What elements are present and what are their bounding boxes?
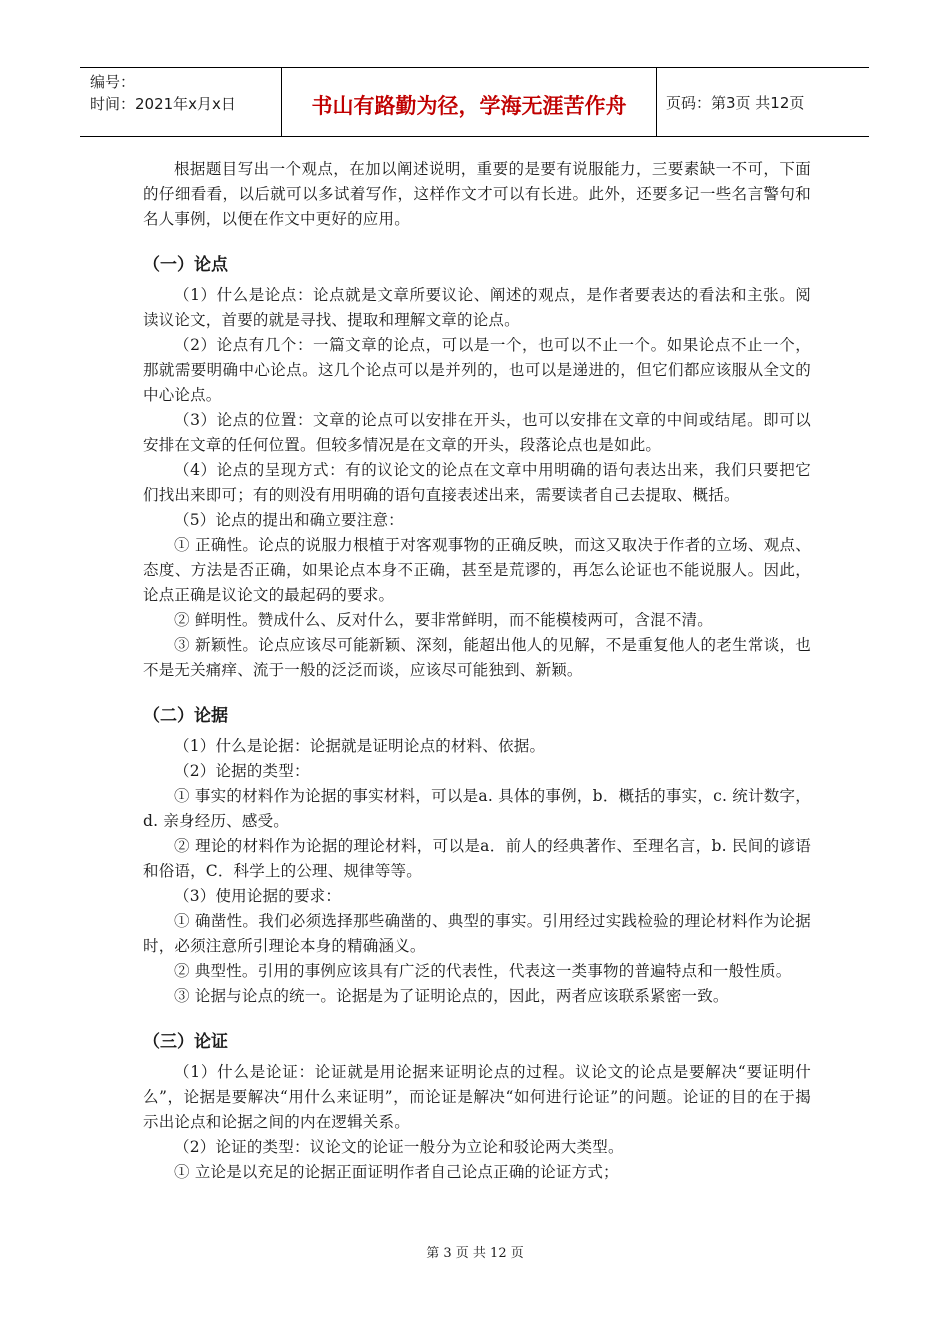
paragraph: （2）论据的类型： xyxy=(174,762,310,780)
paragraph: （1）什么是论据：论据就是证明论点的材料、依据。 xyxy=(174,737,546,755)
paragraph: （3）论点的位置：文章的论点可以安排在开头，也可以安排在文章的中间或结尾。即可以安排在文章的任何位置。但较多情况是在文章的开头，段落论点也是如此。 xyxy=(143,411,811,454)
header-page-info: 页码：第3页 共12页 xyxy=(666,93,805,112)
paragraph: ② 理论的材料作为论据的理论材料，可以是a．前人的经典著作、至理名言，b. 民间的谚语和俗语，C．科学上的公理、规律等等。 xyxy=(143,837,811,880)
section-evidence xyxy=(143,703,811,1009)
section-title: （二）论据 xyxy=(143,706,228,726)
paragraph: ① 正确性。论点的说服力根植于对客观事物的正确反映，而这又取决于作者的立场、观点、态度、方法是否正确，如果论点本身不正确，甚至是荒谬的，再怎么论证也不能说服人。因此，论点正确是议论文的最起码的要求。 xyxy=(143,536,811,604)
paragraph: ② 鲜明性。赞成什么、反对什么，要非常鲜明，而不能模棱两可，含混不清。 xyxy=(174,611,713,629)
page-header xyxy=(80,67,869,137)
page-footer: 第 3 页 共 12 页 xyxy=(426,1246,524,1261)
document-number-label: 编号： xyxy=(90,73,136,91)
section-title: （三）论证 xyxy=(143,1032,228,1052)
paragraph: ③ 新颖性。论点应该尽可能新颖、深刻，能超出他人的见解，不是重复他人的老生常谈，也不是无关痛痒、流于一般的泛泛而谈，应该尽可能独到、新颖。 xyxy=(143,636,811,679)
paragraph: （1）什么是论证：论证就是用论据来证明论点的过程。议论文的论点是要解决“要证明什么”，论据是要解决“用什么来证明”，而论证是解决“如何进行论证”的问题。论证的目的在于揭示出论点和论据之间的内在逻辑关系。 xyxy=(143,1063,811,1131)
paragraph: （2）论证的类型：议论文的论证一般分为立论和驳论两大类型。 xyxy=(174,1138,624,1156)
paragraph: ③ 论据与论点的统一。论据是为了证明论点的，因此，两者应该联系紧密一致。 xyxy=(174,987,729,1005)
header-meta xyxy=(80,68,282,136)
paragraph: ② 典型性。引用的事例应该具有广泛的代表性，代表这一类事物的普遍特点和一般性质。 xyxy=(174,962,792,980)
paragraph: （2）论点有几个：一篇文章的论点，可以是一个，也可以不止一个。如果论点不止一个，那就需要明确中心论点。这几个论点可以是并列的，也可以是递进的，但它们都应该服从全文的中心论点。 xyxy=(143,336,811,404)
paragraph: （4）论点的呈现方式：有的议论文的论点在文章中用明确的语句表达出来，我们只要把它们找出来即可；有的则没有用明确的语句直接表述出来，需要读者自己去提取、概括。 xyxy=(143,461,811,504)
paragraph: ① 确凿性。我们必须选择那些确凿的、典型的事实。引用经过实践检验的理论材料作为论据时，必须注意所引理论本身的精确涵义。 xyxy=(143,912,811,955)
intro-paragraph: 根据题目写出一个观点，在加以阐述说明，重要的是要有说服能力，三要素缺一不可，下面的仔细看看，以后就可以多试着写作，这样作文才可以有长进。此外，还要多记一些名言警句和名人事例，以便在作文中更好的应用。 xyxy=(143,160,811,228)
section-reasoning xyxy=(143,1029,811,1185)
section-argument xyxy=(143,252,811,683)
paragraph: ① 事实的材料作为论据的事实材料，可以是a. 具体的事例，b．概括的事实，c. 统计数字，d. 亲身经历、感受。 xyxy=(143,787,811,830)
document-body xyxy=(143,157,811,1185)
paragraph: （1）什么是论点：论点就是文章所要议论、阐述的观点，是作者要表达的看法和主张。阅读议论文，首要的就是寻找、提取和理解文章的论点。 xyxy=(143,286,811,329)
paragraph: （5）论点的提出和确立要注意： xyxy=(174,511,404,529)
section-title: （一）论点 xyxy=(143,255,228,275)
header-motto: 书山有路勤为径，学海无涯苦作舟 xyxy=(282,68,657,136)
paragraph: （3）使用论据的要求： xyxy=(174,887,342,905)
paragraph: ① 立论是以充足的论据正面证明作者自己论点正确的论证方式； xyxy=(174,1163,619,1181)
document-time-label: 时间：2021年x月x日 xyxy=(90,95,236,113)
